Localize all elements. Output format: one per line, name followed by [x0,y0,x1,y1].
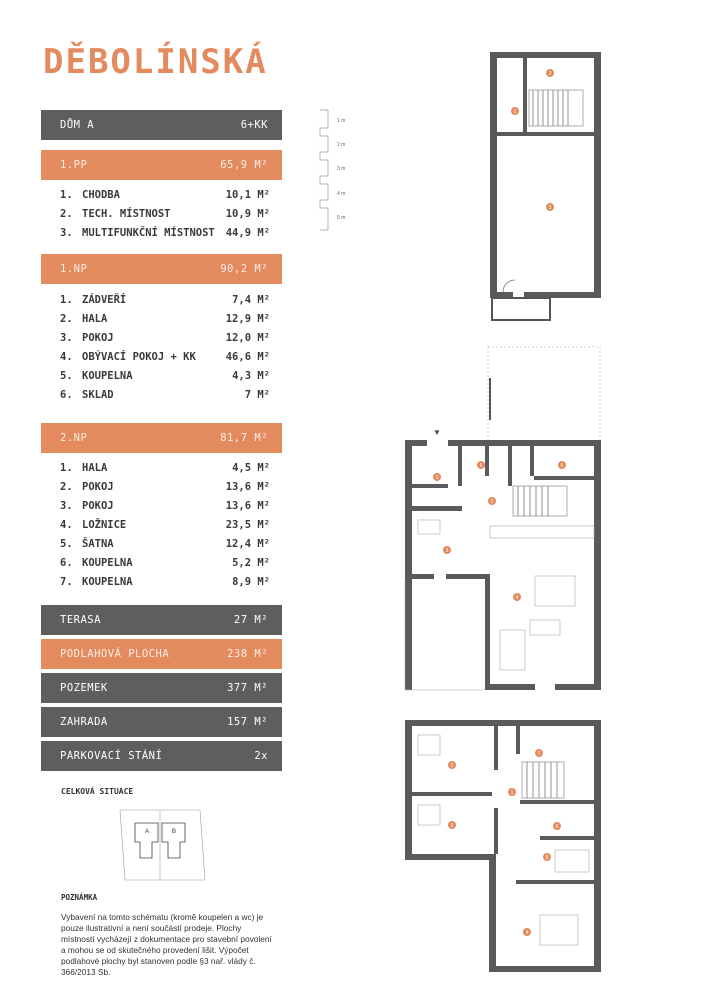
room-area: 12,4 M² [225,537,270,550]
room-area: 4,5 M² [232,461,270,474]
site-situation-plan [120,810,205,880]
scale-label: 4 m [337,191,346,197]
room-name: POKOJ [82,480,114,493]
scale-bar [320,110,345,230]
room-number: 6. [60,556,73,569]
room-area: 10,9 M² [225,207,270,220]
summary-value: 157 M² [227,716,268,728]
room-area: 13,6 M² [225,499,270,512]
floor-area: 65,9 M² [220,159,268,171]
room-number: 2. [60,480,73,493]
room-area: 10,1 M² [225,188,270,201]
scale-label: 1 m [337,118,346,124]
room-area: 13,6 M² [225,480,270,493]
room-number: 6. [60,388,73,401]
room-number: 2. [60,312,73,325]
room-marker: 1 [435,475,439,481]
floor-name: 1.NP [60,263,88,275]
house-b-label: B [172,829,177,835]
room-name: KOUPELNA [82,369,133,382]
room-marker: 7 [537,751,541,757]
room-area: 4,3 M² [232,369,270,382]
summary-label: PARKOVACÍ STÁNÍ [60,750,163,762]
floor-plan-1np [405,347,601,690]
room-name: MULTIFUNKČNÍ MÍSTNOST [82,226,215,239]
room-marker: 3 [548,205,552,211]
room-number: 3. [60,331,73,344]
room-number: 1. [60,461,73,474]
room-number: 2. [60,207,73,220]
room-name: CHODBA [82,188,120,201]
floor-plan-2np [405,720,601,972]
scale-label: 2 m [337,142,346,148]
room-name: SKLAD [82,388,114,401]
floor-name: 1.PP [60,159,88,171]
room-number: 5. [60,369,73,382]
room-marker: 3 [445,548,449,554]
room-marker: 2 [548,71,552,77]
house-type: 6+KK [240,119,268,131]
room-marker: 2 [490,499,494,505]
room-area: 46,6 M² [225,350,270,363]
room-marker: 6 [560,463,564,469]
room-name: ŠATNA [82,537,114,550]
summary-value: 2x [254,750,268,762]
summary-label: PODLAHOVÁ PLOCHA [60,648,170,660]
logo: DĚBOLÍNSKÁ [43,42,268,82]
room-area: 7,4 M² [232,293,270,306]
room-name: POKOJ [82,499,114,512]
room-area: 12,0 M² [225,331,270,344]
floor-plan-1pp [490,52,601,320]
floor-name: 2.NP [60,432,88,444]
room-marker: 3 [450,823,454,829]
room-number: 3. [60,499,73,512]
room-number: 4. [60,350,73,363]
note-title: POZNÁMKA [61,893,98,902]
room-name: POKOJ [82,331,114,344]
room-name: KOUPELNA [82,575,133,588]
house-a-label: A [145,829,150,835]
room-area: 7 M² [244,388,270,401]
house-name: DŮM A [60,119,95,131]
summary-label: POZEMEK [60,682,108,694]
room-marker: 6 [555,824,559,830]
svg-text:▼: ▼ [433,428,441,437]
room-name: OBÝVACÍ POKOJ + KK [82,350,196,363]
room-name: ZÁDVEŘÍ [82,293,127,306]
room-number: 5. [60,537,73,550]
room-area: 5,2 M² [232,556,270,569]
room-marker: 5 [479,463,483,469]
room-area: 12,9 M² [225,312,270,325]
room-number: 3. [60,226,73,239]
room-name: HALA [82,461,108,474]
summary-value: 238 M² [227,648,268,660]
situation-title: CELKOVÁ SITUACE [61,787,134,796]
room-name: LOŽNICE [82,518,127,531]
note-text: Vybavení na tomto schématu (kromě koupelen a wc) je pouze ilustrativní a není součástí prodeje. Plochy místností vycházejí z dokumentace pro stavební povolení a mohou se od skutečného provedení lišit. Výpočet podlahové plochy byl stanoven podle §3 nař. vlády č. 366/2013 Sb. [61,912,272,977]
room-name: TECH. MÍSTNOST [82,207,171,220]
room-number: 7. [60,575,73,588]
room-marker: 1 [513,109,517,115]
room-name: HALA [82,312,108,325]
room-number: 1. [60,293,73,306]
room-area: 44,9 M² [225,226,270,239]
room-name: KOUPELNA [82,556,133,569]
summary-value: 27 M² [233,614,268,626]
scale-label: 3 m [337,166,346,172]
room-marker: 2 [450,763,454,769]
room-marker: 4 [515,595,519,601]
room-number: 1. [60,188,73,201]
summary-label: TERASA [60,614,101,626]
room-marker: 4 [525,930,529,936]
summary-label: ZAHRADA [60,716,108,728]
room-marker: 5 [545,855,549,861]
scale-label: 5 m [337,215,346,221]
floor-area: 90,2 M² [220,263,268,275]
room-area: 23,5 M² [225,518,270,531]
floor-area: 81,7 M² [220,432,268,444]
room-number: 4. [60,518,73,531]
room-marker: 1 [510,790,514,796]
room-area: 8,9 M² [232,575,270,588]
summary-value: 377 M² [227,682,268,694]
